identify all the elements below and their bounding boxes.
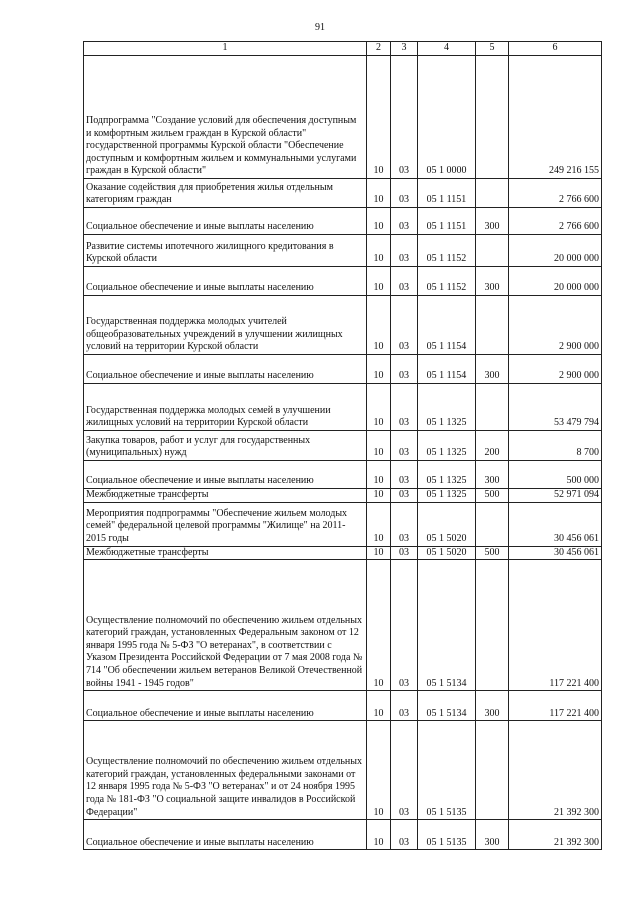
- row-target-article-cell: 05 1 5135: [418, 721, 476, 820]
- row-amount-cell: 117 221 400: [509, 560, 602, 691]
- row-subsection-cell: 03: [391, 721, 418, 820]
- row-subsection-cell: 03: [391, 546, 418, 560]
- row-target-article-cell: 05 1 1154: [418, 296, 476, 355]
- row-section-cell: 10: [367, 355, 391, 384]
- row-amount-cell: 53 479 794: [509, 384, 602, 431]
- row-target-article-cell: 05 1 1151: [418, 208, 476, 235]
- row-section-cell: 10: [367, 235, 391, 267]
- row-section-cell: 10: [367, 691, 391, 721]
- row-subsection-cell: 03: [391, 384, 418, 431]
- row-target-article-cell: 05 1 5020: [418, 546, 476, 560]
- row-target-article-cell: 05 1 1154: [418, 355, 476, 384]
- table-row: [84, 721, 602, 820]
- row-name-cell: Мероприятия подпрограммы "Обеспечение жильем молодых семей" федеральной целевой программы "Жилище" на 2011-2015 годы: [84, 502, 367, 546]
- row-amount-cell: 8 700: [509, 431, 602, 461]
- table-row: [84, 296, 602, 355]
- row-section-cell: 10: [367, 546, 391, 560]
- row-target-article-cell: 05 1 0000: [418, 56, 476, 179]
- row-name-cell: Социальное обеспечение и иные выплаты населению: [84, 820, 367, 850]
- row-section-cell: 10: [367, 461, 391, 489]
- row-expense-type-cell: 500: [476, 546, 509, 560]
- row-amount-cell: 117 221 400: [509, 691, 602, 721]
- row-section-cell: 10: [367, 431, 391, 461]
- row-amount-cell: 2 766 600: [509, 179, 602, 208]
- table-row: [84, 560, 602, 691]
- row-name-cell: Подпрограмма "Создание условий для обеспечения доступным и комфортным жильем граждан в Курской области" государственной программы Курской области "Обеспечение доступным и комфортным жильем и коммунальными услугами граждан в Курской области": [84, 56, 367, 179]
- row-expense-type-cell: 200: [476, 431, 509, 461]
- row-section-cell: 10: [367, 721, 391, 820]
- row-amount-cell: 30 456 061: [509, 502, 602, 546]
- row-section-cell: 10: [367, 208, 391, 235]
- row-target-article-cell: 05 1 1325: [418, 431, 476, 461]
- row-name-cell: Государственная поддержка молодых учителей общеобразовательных учреждений в улучшении жилищных условий на территории Курской области: [84, 296, 367, 355]
- row-name-cell: Социальное обеспечение и иные выплаты населению: [84, 691, 367, 721]
- row-subsection-cell: 03: [391, 235, 418, 267]
- table-row: [84, 355, 602, 384]
- table-row: [84, 267, 602, 296]
- row-subsection-cell: 03: [391, 560, 418, 691]
- row-expense-type-cell: [476, 560, 509, 691]
- table-row: [84, 546, 602, 560]
- row-name-cell: Развитие системы ипотечного жилищного кредитования в Курской области: [84, 235, 367, 267]
- row-subsection-cell: 03: [391, 56, 418, 179]
- row-subsection-cell: 03: [391, 489, 418, 503]
- row-target-article-cell: 05 1 5134: [418, 560, 476, 691]
- row-expense-type-cell: 300: [476, 208, 509, 235]
- row-target-article-cell: 05 1 1151: [418, 179, 476, 208]
- row-section-cell: 10: [367, 820, 391, 850]
- table-row: [84, 179, 602, 208]
- row-expense-type-cell: [476, 721, 509, 820]
- table-row: [84, 384, 602, 431]
- row-name-cell: Государственная поддержка молодых семей в улучшении жилищных условий на территории Курской области: [84, 384, 367, 431]
- table-row: [84, 489, 602, 503]
- header-cell-section: 2: [367, 42, 391, 56]
- row-amount-cell: 21 392 300: [509, 721, 602, 820]
- row-name-cell: Социальное обеспечение и иные выплаты населению: [84, 461, 367, 489]
- row-amount-cell: 2 766 600: [509, 208, 602, 235]
- row-amount-cell: 2 900 000: [509, 296, 602, 355]
- row-expense-type-cell: 300: [476, 267, 509, 296]
- page-number: 91: [315, 22, 325, 33]
- header-cell-target-article: 4: [418, 42, 476, 56]
- row-expense-type-cell: 300: [476, 461, 509, 489]
- header-cell-expense-type: 5: [476, 42, 509, 56]
- row-subsection-cell: 03: [391, 355, 418, 384]
- row-amount-cell: 500 000: [509, 461, 602, 489]
- table-row: [84, 502, 602, 546]
- row-section-cell: 10: [367, 489, 391, 503]
- row-section-cell: 10: [367, 179, 391, 208]
- row-subsection-cell: 03: [391, 208, 418, 235]
- table-row: [84, 691, 602, 721]
- row-subsection-cell: 03: [391, 461, 418, 489]
- row-expense-type-cell: 300: [476, 820, 509, 850]
- row-subsection-cell: 03: [391, 820, 418, 850]
- row-expense-type-cell: 300: [476, 691, 509, 721]
- row-target-article-cell: 05 1 1325: [418, 461, 476, 489]
- row-expense-type-cell: [476, 384, 509, 431]
- row-target-article-cell: 05 1 5134: [418, 691, 476, 721]
- row-name-cell: Социальное обеспечение и иные выплаты населению: [84, 208, 367, 235]
- budget-table: [83, 41, 602, 850]
- row-section-cell: 10: [367, 502, 391, 546]
- row-name-cell: Осуществление полномочий по обеспечению жильем отдельных категорий граждан, установленных Федеральным законом от 12 января 1995 года № 5-ФЗ "О ветеранах", в соответствии с Указом Президента Российской Федерации от 7 мая 2008 года № 714 "Об обеспечении жильем ветеранов Великой Отечественной войны 1941 - 1945 годов": [84, 560, 367, 691]
- row-subsection-cell: 03: [391, 267, 418, 296]
- row-name-cell: Межбюджетные трансферты: [84, 546, 367, 560]
- row-amount-cell: 249 216 155: [509, 56, 602, 179]
- row-amount-cell: 20 000 000: [509, 235, 602, 267]
- row-target-article-cell: 05 1 1325: [418, 384, 476, 431]
- row-section-cell: 10: [367, 296, 391, 355]
- row-expense-type-cell: 500: [476, 489, 509, 503]
- table-row: [84, 56, 602, 179]
- header-cell-subsection: 3: [391, 42, 418, 56]
- row-name-cell: Оказание содействия для приобретения жилья отдельным категориям граждан: [84, 179, 367, 208]
- row-name-cell: Социальное обеспечение и иные выплаты населению: [84, 355, 367, 384]
- row-amount-cell: 52 971 094: [509, 489, 602, 503]
- table-row: [84, 208, 602, 235]
- row-target-article-cell: 05 1 1152: [418, 235, 476, 267]
- header-cell-name: 1: [84, 42, 367, 56]
- row-expense-type-cell: [476, 56, 509, 179]
- row-section-cell: 10: [367, 384, 391, 431]
- row-name-cell: Межбюджетные трансферты: [84, 489, 367, 503]
- row-amount-cell: 20 000 000: [509, 267, 602, 296]
- table-row: [84, 235, 602, 267]
- row-expense-type-cell: [476, 179, 509, 208]
- row-amount-cell: 2 900 000: [509, 355, 602, 384]
- row-target-article-cell: 05 1 1325: [418, 489, 476, 503]
- row-amount-cell: 30 456 061: [509, 546, 602, 560]
- row-target-article-cell: 05 1 5135: [418, 820, 476, 850]
- row-expense-type-cell: [476, 235, 509, 267]
- row-expense-type-cell: 300: [476, 355, 509, 384]
- table-row: [84, 461, 602, 489]
- row-subsection-cell: 03: [391, 502, 418, 546]
- header-row: [84, 42, 602, 56]
- row-target-article-cell: 05 1 5020: [418, 502, 476, 546]
- row-target-article-cell: 05 1 1152: [418, 267, 476, 296]
- table-row: [84, 820, 602, 850]
- row-section-cell: 10: [367, 267, 391, 296]
- row-subsection-cell: 03: [391, 431, 418, 461]
- row-name-cell: Осуществление полномочий по обеспечению жильем отдельных категорий граждан, установленных федеральными законами от 12 января 1995 года № 5-ФЗ "О ветеранах" и от 24 ноября 1995 года № 181-ФЗ "О социальной защите инвалидов в Российской Федерации": [84, 721, 367, 820]
- row-name-cell: Социальное обеспечение и иные выплаты населению: [84, 267, 367, 296]
- header-cell-amount: 6: [509, 42, 602, 56]
- row-expense-type-cell: [476, 296, 509, 355]
- row-section-cell: 10: [367, 56, 391, 179]
- row-section-cell: 10: [367, 560, 391, 691]
- table-row: [84, 431, 602, 461]
- row-subsection-cell: 03: [391, 296, 418, 355]
- row-name-cell: Закупка товаров, работ и услуг для государственных (муниципальных) нужд: [84, 431, 367, 461]
- row-subsection-cell: 03: [391, 179, 418, 208]
- row-expense-type-cell: [476, 502, 509, 546]
- row-subsection-cell: 03: [391, 691, 418, 721]
- row-amount-cell: 21 392 300: [509, 820, 602, 850]
